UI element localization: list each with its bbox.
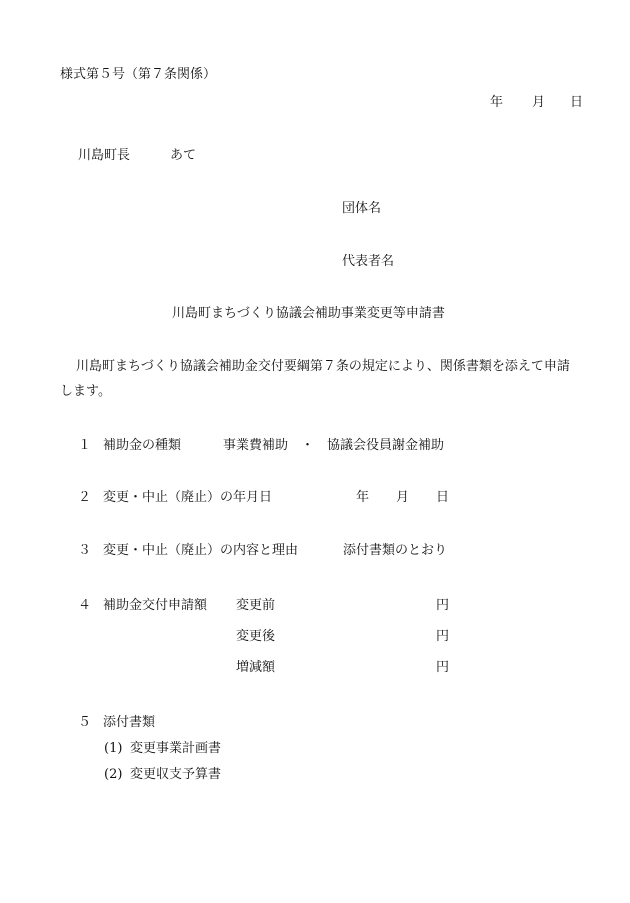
amount-before-label: 変更前	[236, 598, 276, 613]
item-label: 補助金の種類	[103, 438, 182, 453]
amount-after-unit: 円	[436, 629, 450, 644]
attachment-label: 変更収支予算書	[130, 767, 222, 782]
item-number: ５	[78, 715, 92, 730]
date-year-label: 年	[490, 95, 504, 110]
item-label: 添付書類	[103, 715, 156, 730]
attachment-number: (2)	[104, 767, 123, 782]
item-day-label: 日	[436, 490, 450, 505]
amount-after-label: 変更後	[236, 629, 276, 644]
body-text-line-1: 川島町まちづくり協議会補助金交付要綱第７条の規定により、関係書類を添えて申請	[76, 359, 570, 374]
item-label: 変更・中止（廃止）の年月日	[103, 490, 273, 505]
item-number: １	[78, 438, 92, 453]
addressee-name: 川島町長	[78, 148, 131, 163]
attachment-label: 変更事業計画書	[130, 741, 222, 756]
date-day-label: 日	[570, 95, 584, 110]
addressee-suffix: あて	[170, 148, 197, 163]
document-title: 川島町まちづくり協議会補助事業変更等申請書	[172, 306, 445, 321]
attachment-number: (1)	[104, 741, 123, 756]
body-text-line-2: します。	[60, 384, 111, 399]
item-value: 添付書類のとおり	[343, 543, 448, 558]
representative-name-label: 代表者名	[342, 254, 395, 269]
item-label: 変更・中止（廃止）の内容と理由	[103, 543, 299, 558]
item-year-label: 年	[356, 490, 370, 505]
item-number: ２	[78, 490, 92, 505]
item-number: ４	[78, 598, 92, 613]
item-number: ３	[78, 543, 92, 558]
item-month-label: 月	[396, 490, 410, 505]
date-month-label: 月	[532, 95, 546, 110]
amount-diff-label: 増減額	[236, 660, 276, 675]
item-value: 事業費補助 ・ 協議会役員謝金補助	[223, 438, 445, 453]
form-number: 様式第５号（第７条関係）	[60, 67, 217, 82]
amount-before-unit: 円	[436, 598, 450, 613]
group-name-label: 団体名	[342, 201, 382, 216]
item-label: 補助金交付申請額	[103, 598, 208, 613]
amount-diff-unit: 円	[436, 660, 450, 675]
